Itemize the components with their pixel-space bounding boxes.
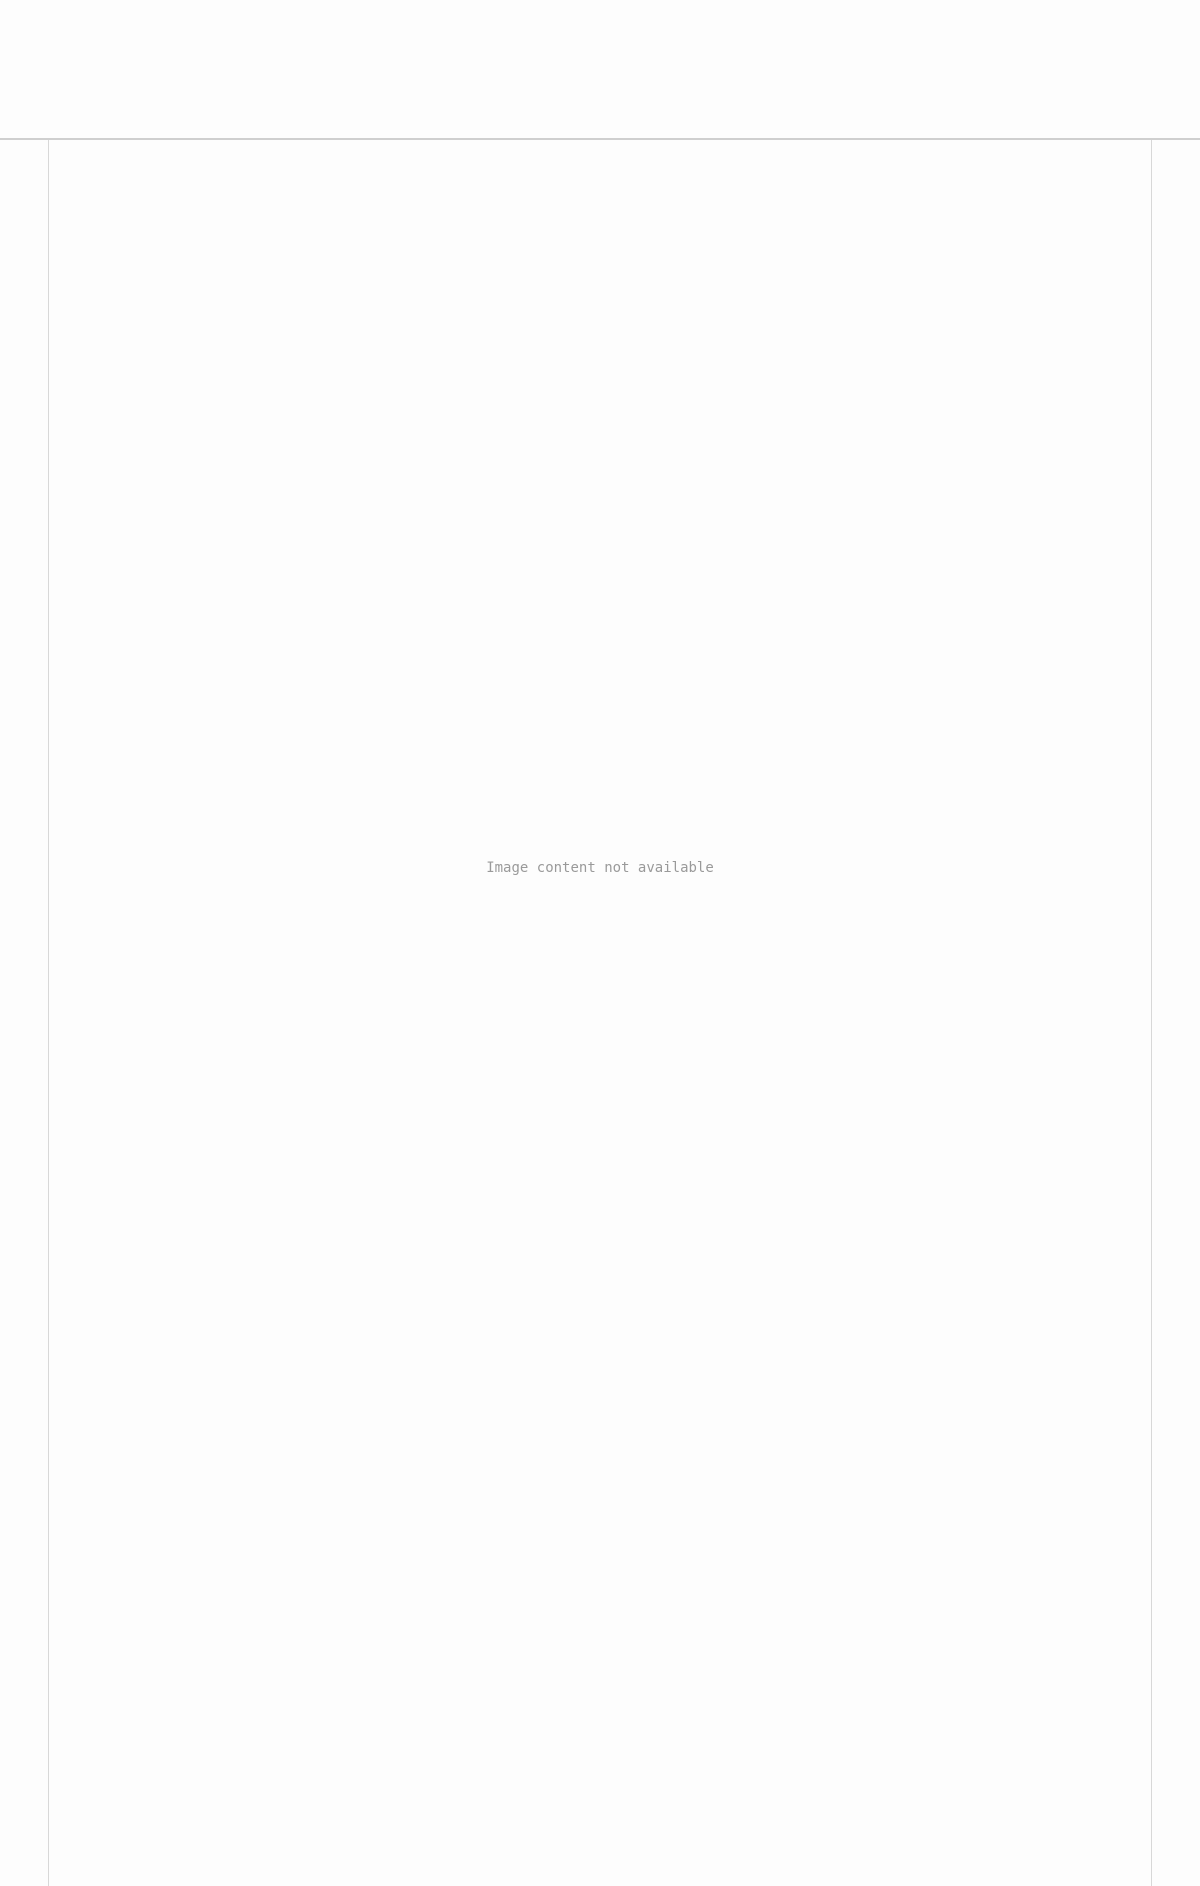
page-body-region [48,140,1152,1886]
page-header-region [0,0,1200,140]
content-unavailable-note: Image content not available [486,860,714,876]
